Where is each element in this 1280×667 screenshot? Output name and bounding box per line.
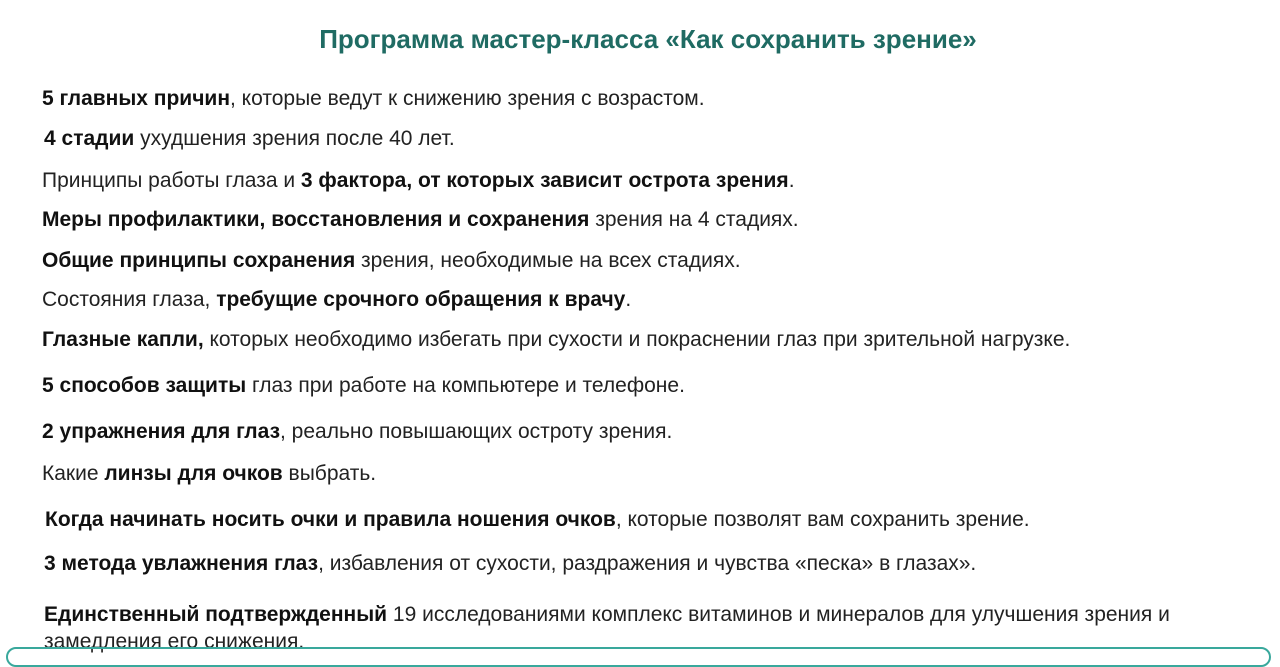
item-bold: требущие срочного обращения к врачу xyxy=(216,288,626,311)
item-text: Какие xyxy=(42,462,105,485)
item-text: , которые позволят вам сохранить зрение. xyxy=(615,508,1030,531)
list-item xyxy=(44,552,976,576)
item-bold: Когда начинать носить очки и правила ношения очков xyxy=(45,508,616,531)
item-bold: 2 упражнения для глаз xyxy=(42,420,281,443)
item-text: , избавления от сухости, раздражения и чувства «песка» в глазах». xyxy=(318,552,977,575)
item-text: Состояния глаза, xyxy=(42,288,217,311)
item-text: 19 исследованиями комплекс витаминов и минералов для улучшения зрения и замедления его снижения. xyxy=(44,603,1170,653)
item-bold: 5 главных причин xyxy=(42,87,231,110)
item-text: зрения на 4 стадиях. xyxy=(589,208,799,231)
item-bold: Единственный подтвержденный xyxy=(44,603,388,626)
item-text: . xyxy=(788,169,795,192)
list-item xyxy=(42,208,799,232)
item-bold: Меры профилактики, восстановления и сохранения xyxy=(42,208,590,231)
page-title: Программа мастер-класса «Как сохранить зрение» xyxy=(319,24,977,54)
item-text: зрения, необходимые на всех стадиях. xyxy=(355,249,741,272)
item-text: глаз при работе на компьютере и телефоне. xyxy=(246,374,685,397)
item-text: , которые ведут к снижению зрения с возрастом. xyxy=(230,87,705,110)
list-item xyxy=(42,87,705,111)
list-item xyxy=(42,249,741,273)
list-item xyxy=(42,169,795,193)
item-bold: 3 метода увлажнения глаз xyxy=(44,552,319,575)
item-bold: линзы для очков xyxy=(104,462,283,485)
item-bold: 5 способов защиты xyxy=(42,374,247,397)
bottom-frame-border xyxy=(6,647,1271,667)
item-bold: 3 фактора, от которых зависит острота зрения xyxy=(300,169,789,192)
item-text: которых необходимо избегать при сухости и покраснении глаз при зрительной нагрузке. xyxy=(203,328,1071,351)
list-item xyxy=(44,127,455,151)
item-bold: Общие принципы сохранения xyxy=(42,249,356,272)
item-text: выбрать. xyxy=(282,462,377,485)
item-text: . xyxy=(625,288,632,311)
item-bold: Глазные капли, xyxy=(42,328,204,351)
list-item xyxy=(45,508,1030,532)
item-text: ухудшения зрения после 40 лет. xyxy=(134,127,455,150)
item-text: , реально повышающих остроту зрения. xyxy=(280,420,673,443)
list-item xyxy=(42,462,376,486)
list-item xyxy=(42,420,672,444)
list-item xyxy=(42,288,631,312)
list-item xyxy=(42,374,685,398)
item-bold: 4 стадии xyxy=(44,127,135,150)
item-text: Принципы работы глаза и xyxy=(42,169,301,192)
list-item xyxy=(42,328,1070,352)
